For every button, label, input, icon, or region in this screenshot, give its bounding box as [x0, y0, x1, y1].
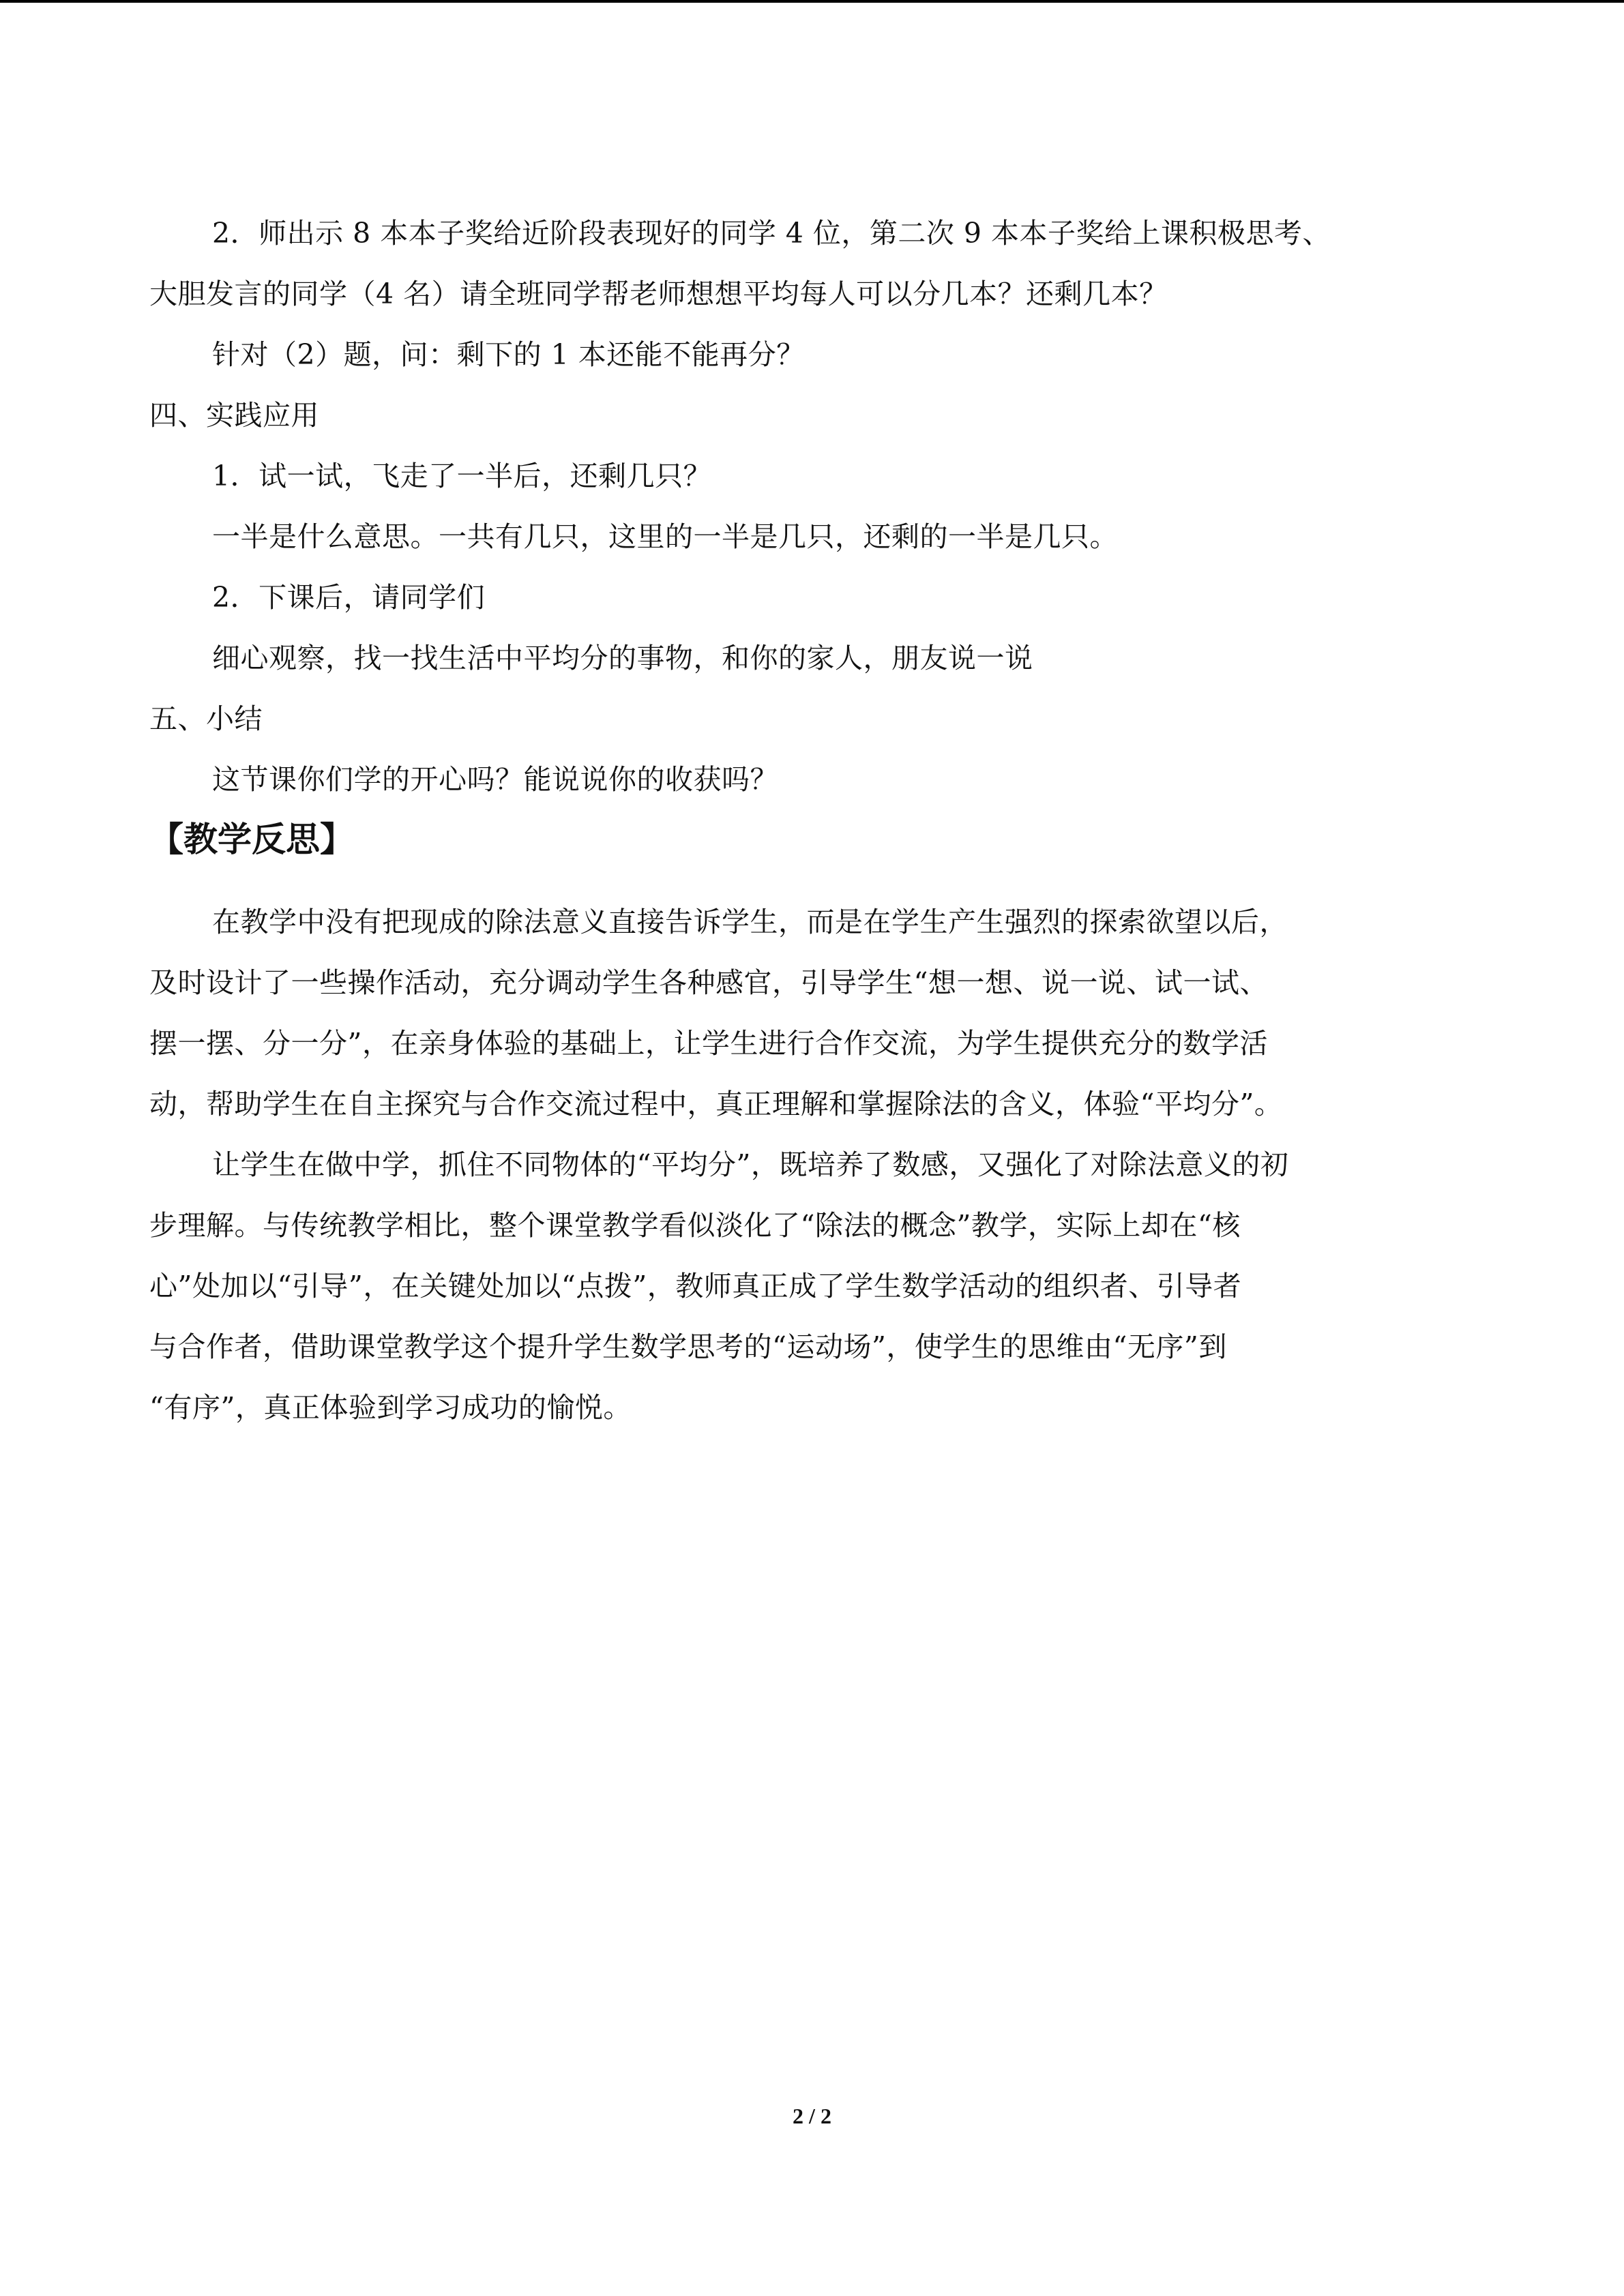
- reflection-heading: 【教学反思】: [149, 820, 354, 859]
- body-line: 大胆发言的同学（4 名）请全班同学帮老师想想平均每人可以分几本？还剩几本？: [149, 278, 1168, 310]
- reflection-line: 在教学中没有把现成的除法意义直接告诉学生，而是在学生产生强烈的探索欲望以后，: [212, 906, 1288, 938]
- body-line: 1．试一试，飞走了一半后，还剩几只？: [212, 460, 712, 492]
- body-line: 2．师出示 8 本本子奖给近阶段表现好的同学 4 位，第二次 9 本本子奖给上课积极思考、: [212, 217, 1331, 250]
- reflection-line: 与合作者，借助课堂教学这个提升学生数学思考的“运动场”，使学生的思维由“无序”到: [149, 1330, 1227, 1363]
- page-number: 2 / 2: [793, 2104, 831, 2128]
- reflection-line: 动，帮助学生在自主探究与合作交流过程中，真正理解和掌握除法的含义，体验“平均分”。: [149, 1088, 1283, 1120]
- section-title: 四、实践应用: [149, 399, 319, 432]
- body-line: 2．下课后，请同学们: [212, 581, 486, 614]
- reflection-line: 让学生在做中学，抓住不同物体的“平均分”，既培养了数感，又强化了对除法意义的初: [212, 1148, 1289, 1181]
- top-border-rule: [0, 0, 1624, 3]
- reflection-line: 摆一摆、分一分”，在亲身体验的基础上，让学生进行合作交流，为学生提供充分的数学活: [149, 1027, 1268, 1060]
- section-title: 五、小结: [149, 702, 263, 735]
- reflection-line: 心”处加以“引导”，在关键处加以“点拨”，教师真正成了学生数学活动的组织者、引导者: [149, 1270, 1242, 1302]
- reflection-line: 及时设计了一些操作活动，充分调动学生各种感官，引导学生“想一想、说一说、试一试、: [149, 966, 1268, 999]
- reflection-line: “有序”，真正体验到学习成功的愉悦。: [149, 1391, 632, 1424]
- body-line: 针对（2）题，问：剩下的 1 本还能不能再分？: [212, 338, 805, 371]
- body-line: 细心观察，找一找生活中平均分的事物，和你的家人，朋友说一说: [212, 642, 1033, 674]
- body-line: 这节课你们学的开心吗？能说说你的收获吗？: [212, 763, 778, 796]
- reflection-line: 步理解。与传统教学相比，整个课堂教学看似淡化了“除法的概念”教学，实际上却在“核: [149, 1209, 1241, 1242]
- body-line: 一半是什么意思。一共有几只，这里的一半是几只，还剩的一半是几只。: [212, 520, 1118, 553]
